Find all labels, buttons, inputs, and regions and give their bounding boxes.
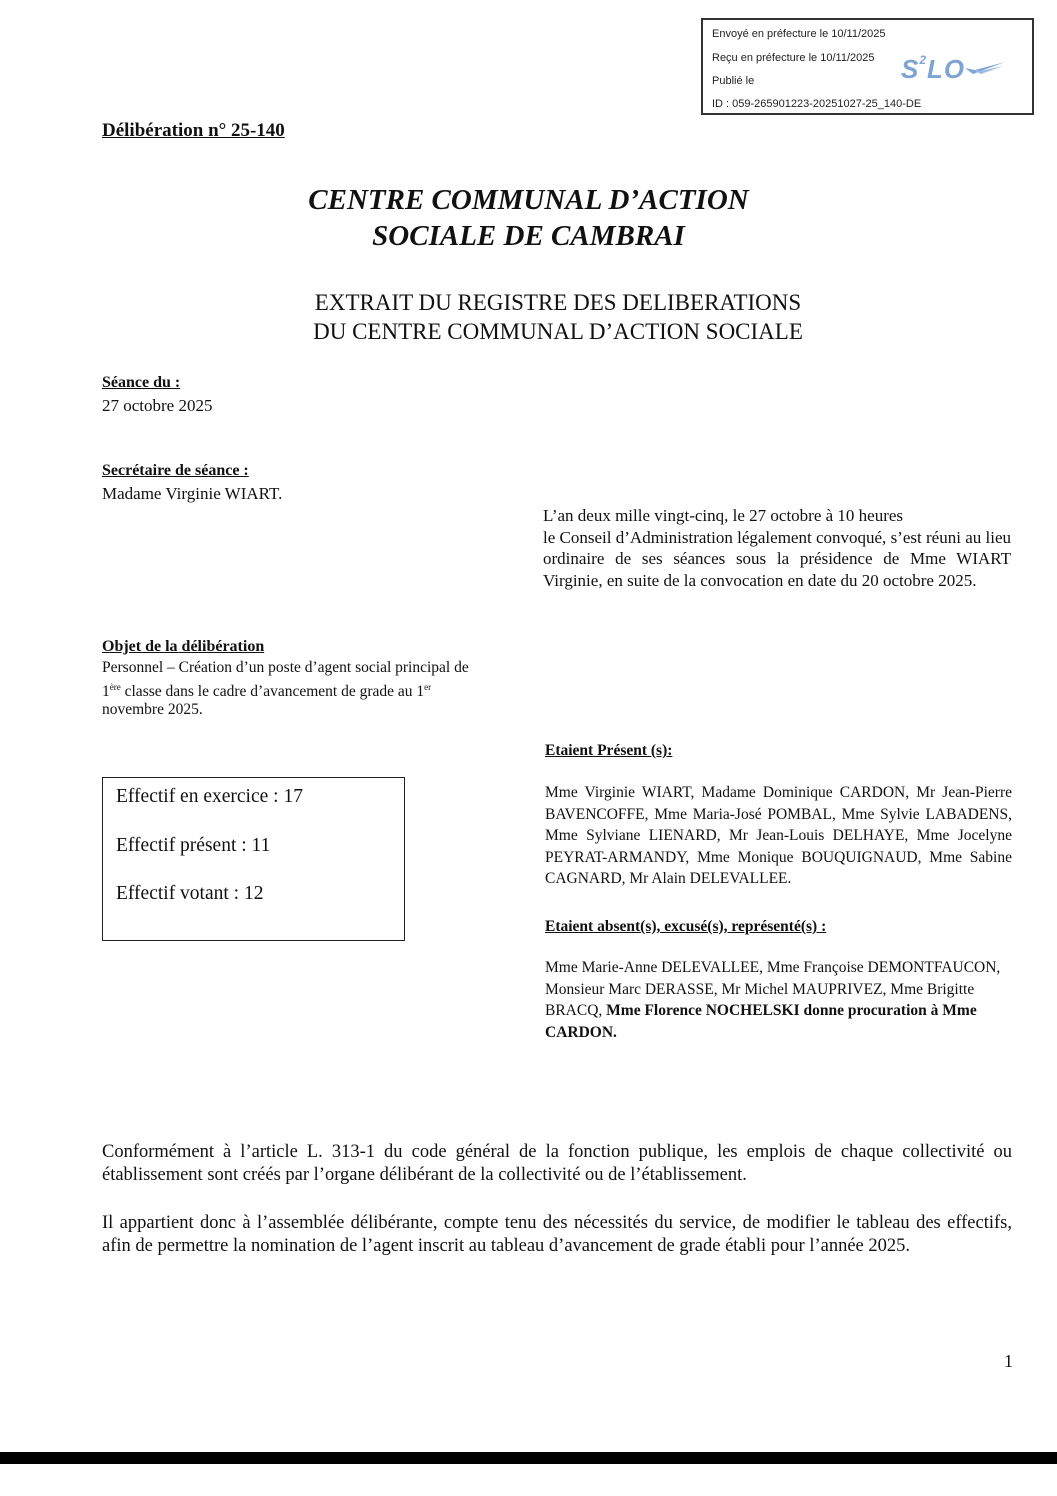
intro-line-1: L’an deux mille vingt-cinq, le 27 octobre à 10 heures — [543, 506, 904, 525]
seance-date: 27 octobre 2025 — [102, 396, 213, 415]
secretaire-name: Madame Virginie WIART. — [102, 484, 283, 503]
intro-rest: le Conseil d’Administration légalement convoqué, s’est réuni au lieu ordinaire de ses séances sous la présidence de Mme WIART Virginie, en suite de la convocation en date du 20 octobre 2025. — [543, 527, 1011, 590]
body-paragraph-1: Conformément à l’article L. 313-1 du code général de la fonction publique, les emplois de chaque collectivité ou établissement sont créés par l’organe délibérant de la collectivité ou de l’établissement. — [102, 1142, 1012, 1185]
scan-border-bottom — [0, 1452, 1057, 1496]
stamp-published: Publié le — [712, 75, 755, 87]
body-paragraph-2: Il appartient donc à l’assemblée délibérante, compte tenu des nécessités du service, de modifier le tableau des effectifs, afin de permettre la nomination de l’agent inscrit au tableau d’avancement de grade établi pour l’année 2025. — [102, 1213, 1012, 1256]
intro-paragraph — [543, 505, 1011, 591]
document-subtitle — [0, 288, 1057, 346]
effectif-exercice: Effectif en exercice : 17 — [116, 786, 303, 807]
objet-label: Objet de la délibération — [102, 638, 265, 655]
objet-sup-2: er — [424, 681, 432, 692]
secretaire-label: Secrétaire de séance : — [102, 462, 249, 479]
procuration-text: Mme Florence NOCHELSKI donne procuration à Mme CARDON. — [545, 1002, 977, 1041]
title-line-1: CENTRE COMMUNAL D’ACTION — [308, 184, 749, 216]
objet-part-1: Personnel – Création d’un poste d’agent social principal de 1 — [102, 659, 469, 700]
effectif-votant: Effectif votant : 12 — [116, 883, 264, 904]
absents-label: Etaient absent(s), excusé(s), représenté(s) : — [545, 918, 827, 935]
presents-label: Etaient Présent (s): — [545, 742, 673, 759]
title-line-2: SOCIALE DE CAMBRAI — [372, 220, 685, 252]
seance-label: Séance du : — [102, 374, 181, 391]
objet-part-3: novembre 2025. — [102, 701, 203, 719]
objet-sup-1: ère — [109, 681, 121, 692]
absents-list — [545, 957, 1012, 1043]
objet-part-2: classe dans le cadre d’avancement de grade au 1 — [120, 682, 425, 700]
stamp-received: Reçu en préfecture le 10/11/2025 — [712, 52, 875, 64]
prefecture-stamp — [701, 18, 1034, 115]
effectifs-box — [102, 777, 405, 941]
s2lo-logo: $S^2LO$ — [901, 54, 965, 85]
presents-list: Mme Virginie WIART, Madame Dominique CARDON, Mr Jean-Pierre BAVENCOFFE, Mme Maria-José POMBAL, Mme Sylvie LABADENS, Mme Sylviane LIENARD, Mr Jean-Louis DELHAYE, Mme Jocelyne PEYRAT-ARMANDY, Mme Monique BOUQUIGNAUD, Mme Sabine CAGNARD, Mr Alain DELEVALLEE. — [545, 784, 1012, 887]
stamp-sent: Envoyé en préfecture le 10/11/2025 — [712, 28, 886, 40]
subtitle-line-1: EXTRAIT DU REGISTRE DES DELIBERATIONS — [314, 290, 802, 315]
objet-text — [102, 659, 482, 720]
page-number: 1 — [1004, 1351, 1013, 1371]
absents-text: Mme Marie-Anne DELEVALLEE, Mme Françoise DEMONTFAUCON, Monsieur Marc DERASSE, Mr Michel MAUPRIVEZ, Mme Brigitte BRACQ, — [545, 959, 1001, 1019]
checkmark-swoosh-icon — [963, 60, 1007, 76]
stamp-id: ID : 059-265901223-20251027-25_140-DE — [712, 98, 922, 110]
document-title — [0, 182, 1057, 254]
deliberation-number: Délibération n° 25-140 — [102, 120, 285, 141]
subtitle-line-2: DU CENTRE COMMUNAL D’ACTION SOCIALE — [313, 319, 803, 344]
effectif-present: Effectif présent : 11 — [116, 835, 271, 856]
